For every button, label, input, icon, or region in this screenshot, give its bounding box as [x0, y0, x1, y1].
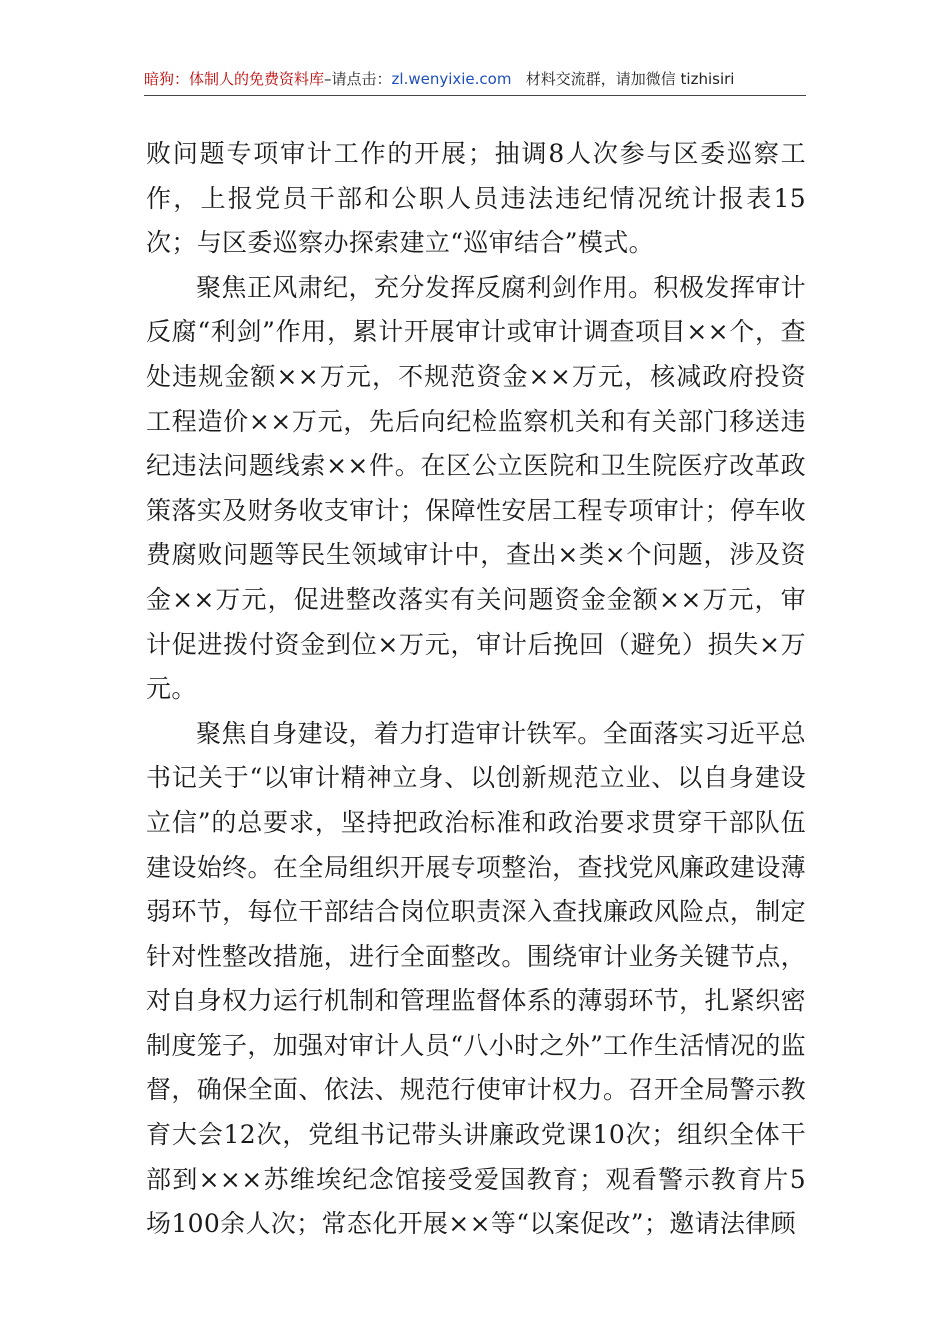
- document-body: [146, 132, 806, 1247]
- header-wechat-note: 材料交流群，请加微信 tizhisiri: [525, 70, 735, 88]
- header-divider: [144, 95, 806, 96]
- header-site-name: 暗狗：体制人的免费资料库: [144, 70, 325, 88]
- paragraph-anti-corruption: 聚焦正风肃纪，充分发挥反腐利剑作用。积极发挥审计反腐“利剑”作用，累计开展审计或审计调查项目××个，查处违规金额××万元，不规范资金××万元，核减政府投资工程造价××万元，先后向纪检监察机关和有关部门移送违纪违法问题线索××件。在区公立医院和卫生院医疗改革政策落实及财务收支审计；保障性安居工程专项审计；停车收费腐败问题等民生领域审计中，查出×类×个问题，涉及资金××万元，促进整改落实有关问题资金金额××万元，审计促进拨付资金到位×万元，审计后挽回（避免）损失×万元。: [146, 272, 806, 704]
- header-link[interactable]: zl.wenyixie.com: [391, 70, 512, 88]
- page-header: [144, 64, 806, 94]
- paragraph-continuation: 败问题专项审计工作的开展；抽调8人次参与区委巡察工作，上报党员干部和公职人员违法违纪情况统计报表15次；与区委巡察办探索建立“巡审结合”模式。: [146, 139, 806, 258]
- paragraph-self-building: 聚焦自身建设，着力打造审计铁军。全面落实习近平总书记关于“以审计精神立身、以创新规范立业、以自身建设立信”的总要求，坚持把政治标准和政治要求贯穿干部队伍建设始终。在全局组织开展专项整治，查找党风廉政建设薄弱环节，每位干部结合岗位职责深入查找廉政风险点，制定针对性整改措施，进行全面整改。围绕审计业务关键节点，对自身权力运行机制和管理监督体系的薄弱环节，扎紧织密制度笼子，加强对审计人员“八小时之外”工作生活情况的监督，确保全面、依法、规范行使审计权力。召开全局警示教育大会12次，党组书记带头讲廉政党课10次；组织全体干部到×××苏维埃纪念馆接受爱国教育；观看警示教育片5场100余人次；常态化开展××等“以案促改”；邀请法律顾: [146, 718, 807, 1239]
- header-click-prompt: –请点击：: [324, 70, 392, 88]
